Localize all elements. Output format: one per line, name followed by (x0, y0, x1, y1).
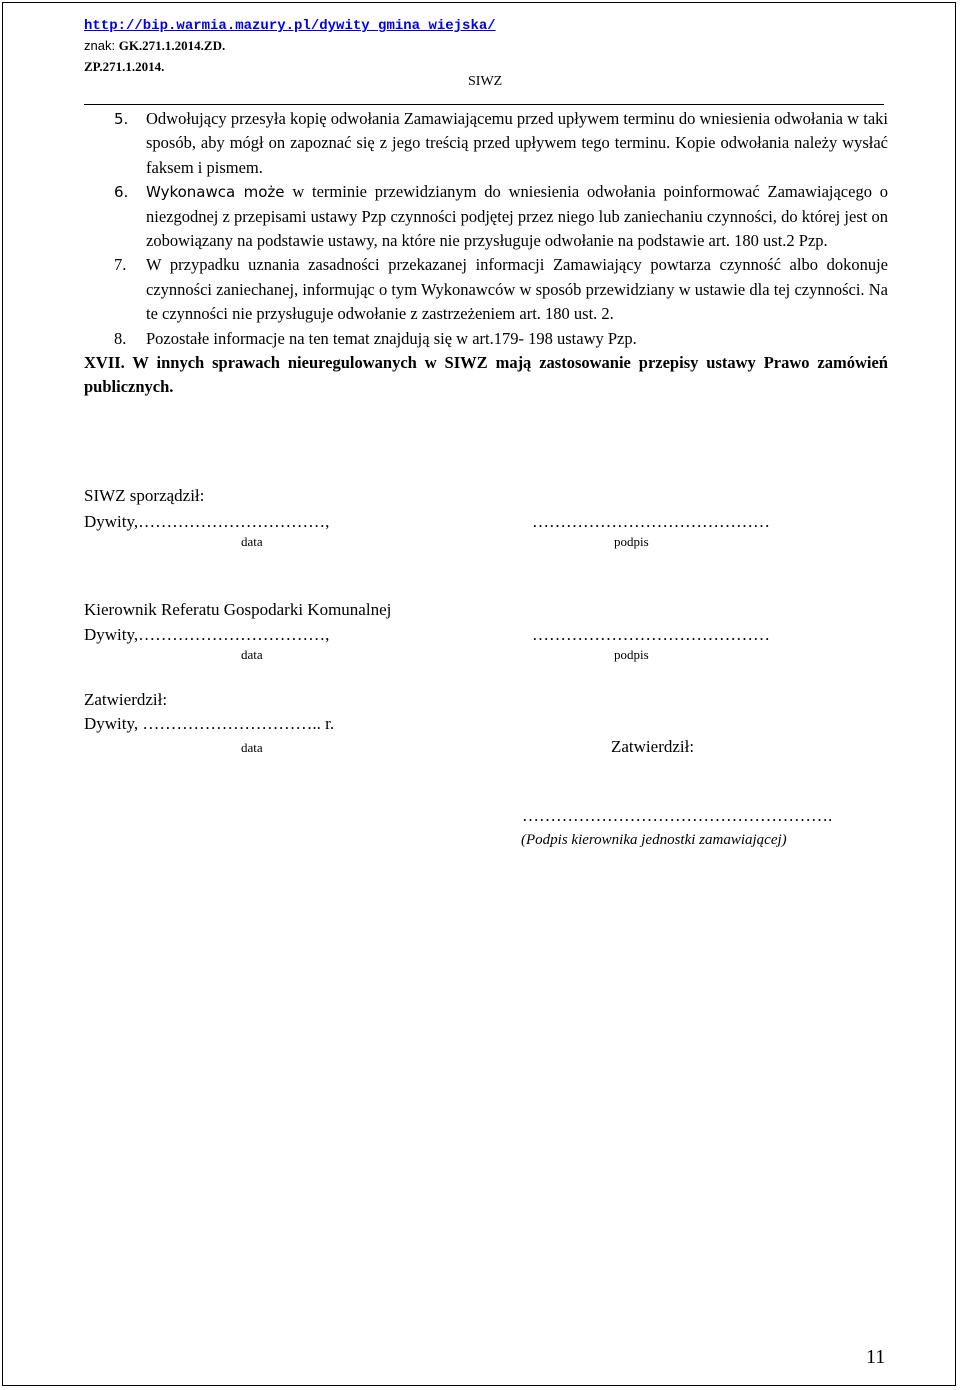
list-item-7 (84, 253, 888, 326)
page-number: 11 (866, 1346, 886, 1368)
item-number: 7. (114, 255, 127, 275)
date-line-3: Dywity, ………………………….. r. (84, 714, 335, 733)
item-number: 8. (114, 328, 127, 348)
section-xvii: XVII. W innych sprawach nieuregulowanych w SIWZ mają zastosowanie przepisy ustawy Prawo zamówień publicznych. (84, 353, 888, 397)
podpis-label-2: podpis (614, 647, 649, 662)
data-label-2: data (241, 647, 263, 662)
item-text: Odwołujący przesyła kopię odwołania Zamawiającemu przed upływem terminu do wniesienia odwołania w taki sposób, aby mógł on zapoznać się z jego treścią przed upływem tego terminu. Kopie odwołania należy wysłać faksem i pismem. (146, 109, 888, 177)
item-text-lead: Wykonawca może (146, 183, 285, 202)
header-doc-type: SIWZ (468, 74, 503, 89)
sign-line-3: ………………………………………………. (522, 806, 833, 825)
item-number: 5. (114, 110, 129, 128)
manager-sign-caption: (Podpis kierownika jednostki zamawiającej) (521, 832, 787, 848)
item-text: Pozostałe informacje na ten temat znajdują się w art.179- 198 ustawy Pzp. (146, 328, 637, 348)
data-label-3: data (241, 740, 263, 755)
znak-value: GK.271.1.2014.ZD. (118, 38, 226, 53)
sign-line-1: …………………………………… (532, 512, 770, 531)
approved-label: Zatwierdził: (84, 690, 168, 709)
prepared-label: SIWZ sporządził: (84, 486, 205, 505)
podpis-label-1: podpis (614, 534, 649, 549)
approved-label-right: Zatwierdził: (611, 737, 695, 756)
data-label-1: data (241, 534, 263, 549)
list-item-8 (84, 327, 888, 351)
header-znak (84, 37, 225, 54)
znak-label: znak: (84, 38, 116, 53)
date-line-2: Dywity,……………………………, (84, 625, 330, 644)
item-text: w terminie przewidzianym do wniesienia odwołania poinformować Zamawiającego o niezgodnej z przepisami ustawy Pzp czynności podjętej przez niego lub zaniechaniu czynności, do której jest on zobowiązany na podstawie ustawy, na które nie przysługuje odwołanie na podstawie art. 180 ust.2 Pzp. (146, 182, 888, 251)
header-zp: ZP.271.1.2014. (84, 59, 165, 74)
list-item-5 (84, 107, 888, 180)
item-number: 6. (114, 183, 129, 202)
content-list (84, 107, 888, 400)
list-item-6 (84, 180, 888, 253)
header-url-link[interactable]: http://bip.warmia.mazury.pl/dywity_gmina_wiejska/ (84, 18, 496, 34)
head-label: Kierownik Referatu Gospodarki Komunalnej (84, 600, 392, 619)
header-rule (84, 104, 884, 105)
item-text: W przypadku uznania zasadności przekazanej informacji Zamawiający powtarza czynność albo dokonuje czynności zaniechanej, informując o tym Wykonawców w sposób przewidziany w ustawie dla tej czynności. Na te czynności nie przysługuje odwołanie z zastrzeżeniem art. 180 ust. 2. (146, 255, 888, 324)
sign-line-2: …………………………………… (532, 625, 770, 644)
date-line-1: Dywity,……………………………, (84, 512, 330, 531)
